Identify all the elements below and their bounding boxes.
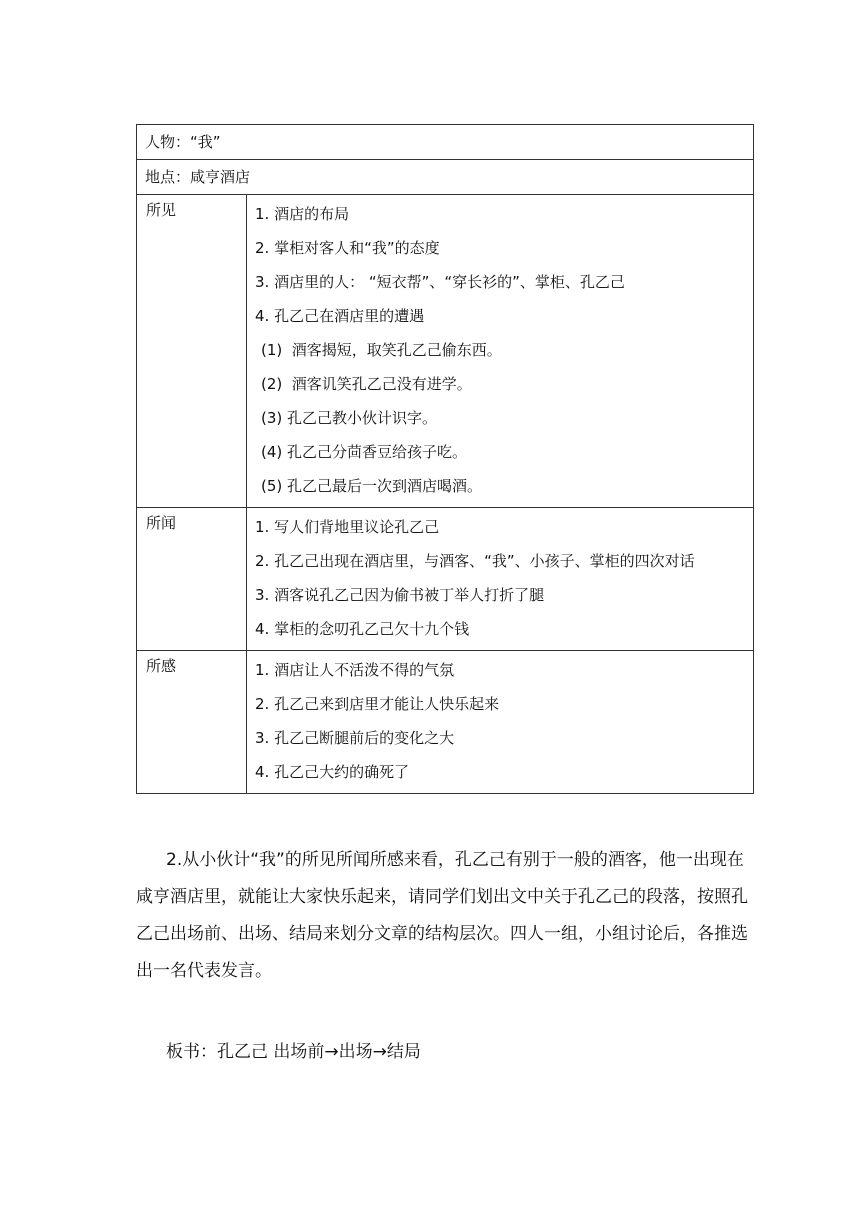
heard-section-row xyxy=(137,508,754,651)
felt-label: 所感 xyxy=(137,651,247,794)
place-cell: 地点：咸亨酒店 xyxy=(137,160,754,195)
felt-item-4: 4. 孔乙己大约的确死了 xyxy=(255,763,410,781)
seen-section-row xyxy=(137,195,754,508)
heard-label: 所闻 xyxy=(137,508,247,651)
seen-item-3: 3. 酒店里的人： “短衣帮”、“穿长衫的”、掌柜、孔乙己 xyxy=(255,273,625,291)
seen-label: 所见 xyxy=(137,195,247,508)
place-row xyxy=(137,160,754,195)
felt-item-3: 3. 孔乙己断腿前后的变化之大 xyxy=(255,729,455,747)
heard-item-3: 3. 酒客说孔乙己因为偷书被丁举人打折了腿 xyxy=(255,586,545,604)
blackboard-note: 板书：孔乙己 出场前→出场→结局 xyxy=(166,1042,421,1062)
felt-item-2: 2. 孔乙己来到店里才能让人快乐起来 xyxy=(255,695,500,713)
seen-item-2: 2. 掌柜对客人和“我”的态度 xyxy=(255,239,440,257)
seen-subitem-5: (5) 孔乙己最后一次到酒店喝酒。 xyxy=(261,477,483,495)
heard-item-1: 1. 写人们背地里议论孔乙己 xyxy=(255,518,440,536)
analysis-table xyxy=(136,124,754,794)
seen-item-1: 1. 酒店的布局 xyxy=(255,205,350,223)
felt-section-row xyxy=(137,651,754,794)
character-row xyxy=(137,125,754,160)
seen-item-4: 4. 孔乙己在酒店里的遭遇 xyxy=(255,307,425,325)
discussion-paragraph: 2.从小伙计“我”的所见所闻所感来看，孔乙己有别于一般的酒客，他一出现在咸亨酒店里，就能让大家快乐起来，请同学们划出文中关于孔乙己的段落，按照孔乙己出场前、出场、结局来划分文章的结构层次。四人一组，小组讨论后，各推选出一名代表发言。 xyxy=(136,850,748,981)
seen-subitem-1: (1) 酒客揭短，取笑孔乙己偷东西。 xyxy=(261,341,502,359)
heard-item-2: 2. 孔乙己出现在酒店里，与酒客、“我”、小孩子、掌柜的四次对话 xyxy=(255,552,695,570)
seen-subitem-2: (2) 酒客讥笑孔乙己没有进学。 xyxy=(261,375,472,393)
heard-items xyxy=(247,508,754,651)
felt-items xyxy=(247,651,754,794)
heard-item-4: 4. 掌柜的念叨孔乙己欠十九个钱 xyxy=(255,620,470,638)
seen-subitem-4: (4) 孔乙己分茴香豆给孩子吃。 xyxy=(261,443,468,461)
seen-subitem-3: (3) 孔乙己教小伙计识字。 xyxy=(261,409,438,427)
character-cell: 人物：“我” xyxy=(137,125,754,160)
felt-item-1: 1. 酒店让人不活泼不得的气氛 xyxy=(255,661,455,679)
seen-items xyxy=(247,195,754,508)
